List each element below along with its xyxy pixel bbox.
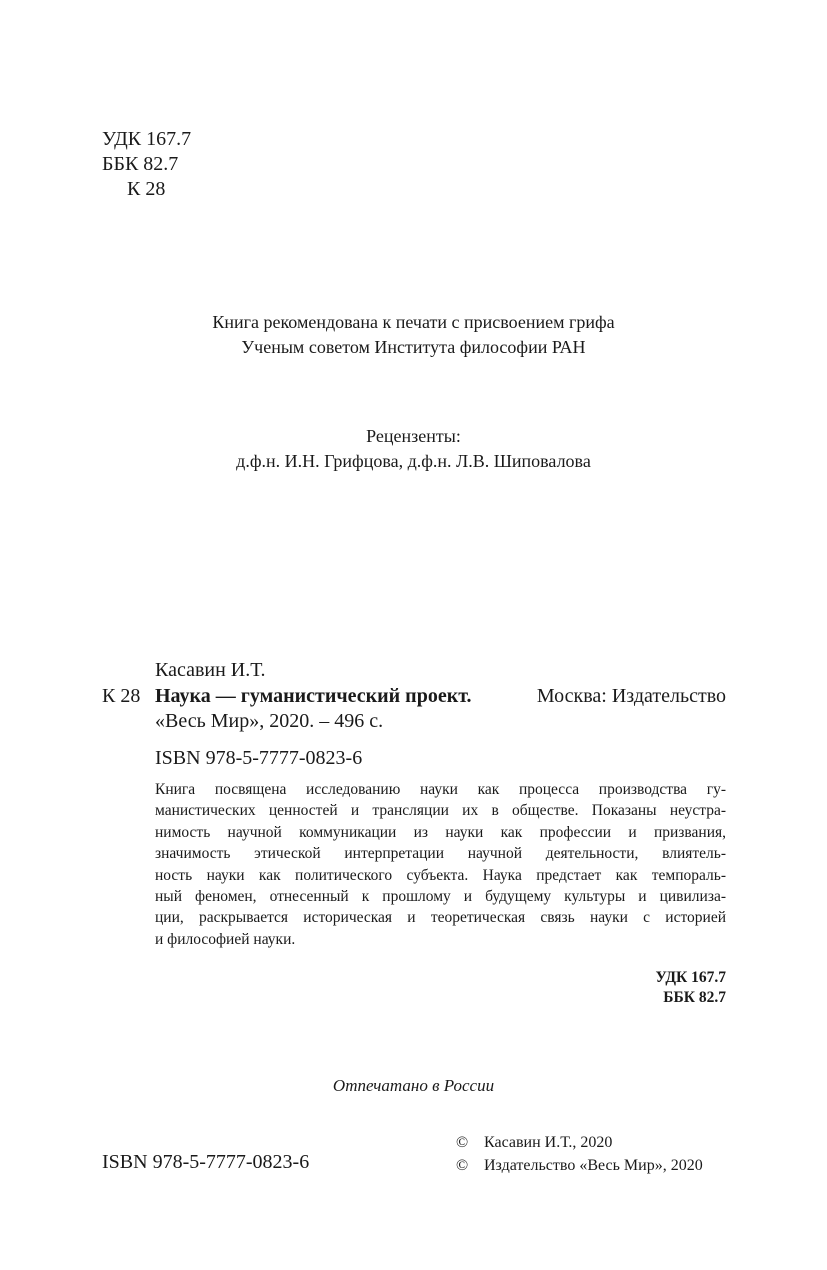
annotation-line: ции, раскрывается историческая и теоретическая связь науки с историей — [155, 909, 726, 927]
publisher-year-pages: «Весь Мир», 2020. – 496 с. — [155, 710, 384, 732]
copyright-publisher: Издательство «Весь Мир», 2020 — [484, 1157, 703, 1174]
reviewers-names: д.ф.н. И.Н. Грифцова, д.ф.н. Л.В. Шиповалова — [236, 451, 591, 471]
bibliographic-description — [155, 684, 726, 734]
reviewers-block — [0, 424, 827, 474]
copyright-icon: © — [456, 1134, 469, 1151]
recommendation-line-2: Ученым советом Института философии РАН — [241, 337, 586, 357]
author-mark-code: К 28 — [127, 178, 166, 200]
copyright-publisher-row — [456, 1154, 703, 1177]
title-line — [155, 684, 726, 709]
bbk-code: ББК 82.7 — [102, 153, 179, 175]
udk-code-bold: УДК 167.7 — [655, 969, 726, 986]
copyright-author: Касавин И.Т., 2020 — [484, 1134, 613, 1151]
author-mark: К 28 — [102, 685, 141, 707]
annotation-line: нимость научной коммуникации из науки как профессии и призвания, — [155, 823, 726, 841]
annotation-line: значимость этической интерпретации научной деятельности, влиятель- — [155, 845, 726, 863]
annotation — [155, 779, 726, 950]
classification-codes — [102, 127, 191, 202]
annotation-line: манистических ценностей и трансляции их в обществе. Показаны неустра- — [155, 802, 726, 820]
annotation-line: и философией науки. — [155, 930, 296, 948]
isbn-main: ISBN 978-5-7777-0823-6 — [155, 747, 363, 769]
udk-code: УДК 167.7 — [102, 128, 192, 150]
author-name: Касавин И.Т. — [155, 659, 266, 681]
classification-codes-bold — [656, 968, 726, 1008]
recommendation-line-1: Книга рекомендована к печати с присвоением грифа — [212, 312, 615, 332]
copyright-author-row — [456, 1131, 703, 1154]
bbk-code-bold: ББК 82.7 — [663, 989, 726, 1006]
isbn-footer: ISBN 978-5-7777-0823-6 — [102, 1151, 310, 1173]
printed-in: Отпечатано в России — [332, 1076, 495, 1095]
annotation-line: ность науки как политического субъекта. Наука предстает как темпораль- — [155, 866, 726, 884]
reviewers-heading: Рецензенты: — [366, 426, 461, 446]
annotation-line: ный феномен, отнесенный к прошлому и будущему культуры и цивилиза- — [155, 888, 726, 906]
recommendation-block — [0, 310, 827, 360]
copyright-icon: © — [456, 1157, 469, 1174]
copyright-block — [456, 1131, 703, 1177]
book-title: Наука — гуманистический проект. — [155, 685, 472, 707]
place-publisher: Москва: Издательство — [536, 685, 726, 707]
annotation-line: Книга посвящена исследованию науки как процесса производства гу- — [155, 781, 726, 798]
